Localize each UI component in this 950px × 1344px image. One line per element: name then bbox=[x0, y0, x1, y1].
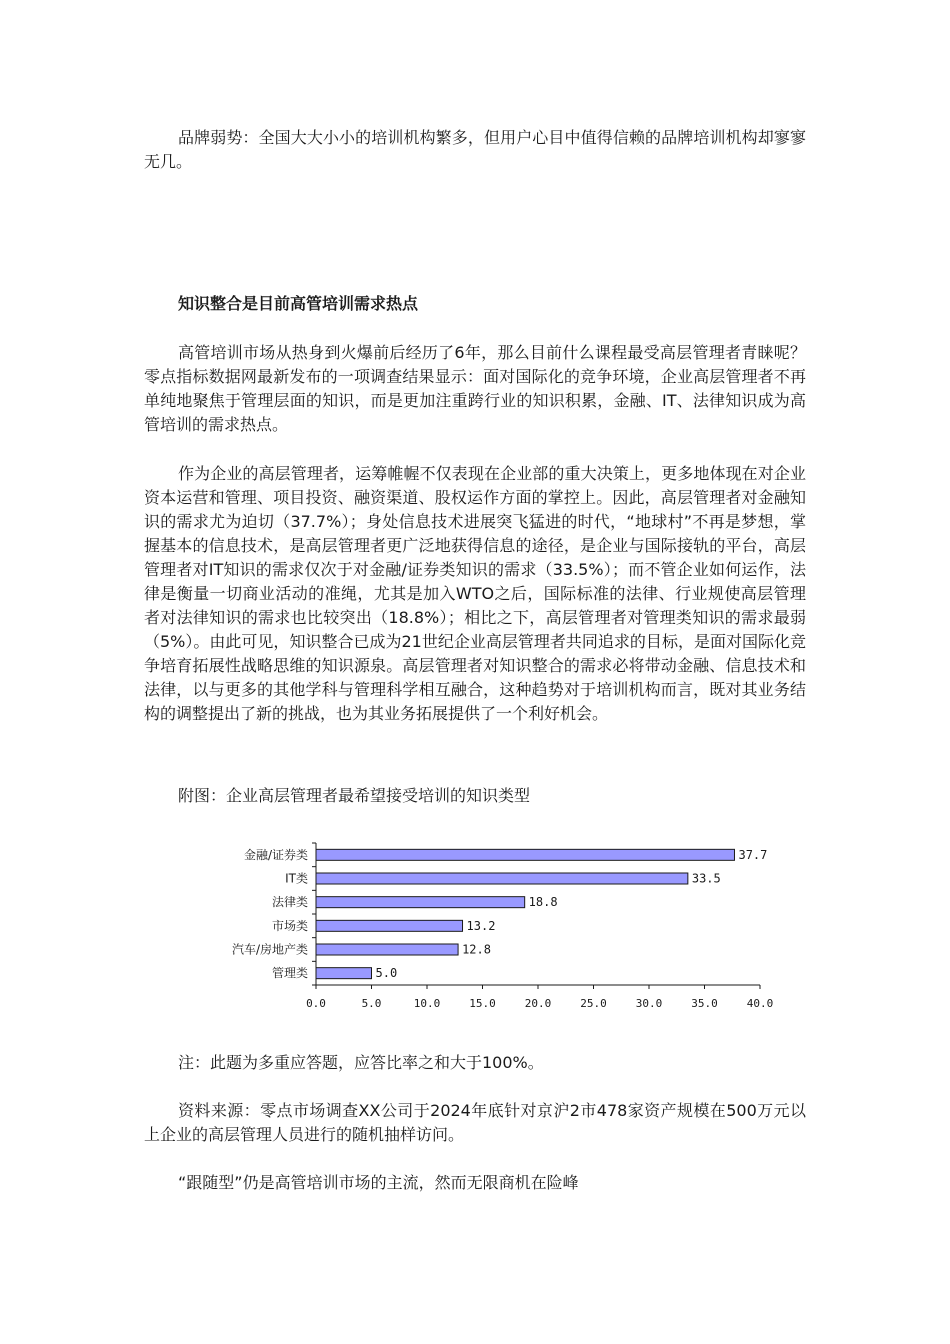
x-tick-label: 25.0 bbox=[580, 997, 607, 1010]
category-label: IT类 bbox=[285, 871, 308, 886]
bar bbox=[316, 968, 372, 979]
category-label: 管理类 bbox=[271, 966, 308, 981]
paragraph-analysis: 作为企业的高层管理者，运筹帷幄不仅表现在企业部的重大决策上，更多地体现在对企业资本运营和管理、项目投资、融资渠道、股权运作方面的掌控上。因此，高层管理者对金融知识的需求尤为迫切（37.7%）；身处信息技术进展突飞猛进的时代，“地球村”不再是梦想，掌握基本的信息技术，是高层管理者更广泛地获得信息的途径，是企业与国际接轨的平台，高层管理者对IT知识的需求仅次于对金融/证券类知识的需求（33.5%）；而不管企业如何运作，法律是衡量一切商业活动的准绳，尤其是加入WTO之后，国际标准的法律、行业规使高层管理者对法律知识的需求也比较突出（18.8%）；相比之下，高层管理者对管理类知识的需求最弱（5%）。由此可见，知识整合已成为21世纪企业高层管理者共同追求的目标，是面对国际化竞争培育拓展性战略思维的知识源泉。高层管理者对知识整合的需求必将带动金融、信息技术和法律，以与更多的其他学科与管理科学相互融合，这种趋势对于培训机构而言，既对其业务结构的调整提出了新的挑战，也为其业务拓展提供了一个利好机会。 bbox=[144, 464, 806, 723]
x-tick-label: 30.0 bbox=[635, 997, 663, 1010]
value-label: 37.7 bbox=[738, 847, 768, 862]
paragraph-brand-weakness: 品牌弱势：全国大大小小的培训机构繁多，但用户心目中值得信赖的品牌培训机构却寥寥无几。 bbox=[144, 128, 806, 171]
bar-chart bbox=[200, 835, 800, 1020]
x-tick-label: 15.0 bbox=[469, 997, 496, 1010]
bar bbox=[316, 944, 458, 955]
value-label: 12.8 bbox=[462, 942, 491, 957]
value-label: 18.8 bbox=[528, 895, 558, 910]
bar-chart-svg bbox=[200, 835, 800, 1020]
value-label: 33.5 bbox=[691, 871, 721, 886]
x-tick-label: 5.0 bbox=[361, 997, 382, 1010]
closing-heading: “跟随型”仍是高管培训市场的主流，然而无限商机在险峰 bbox=[178, 1173, 579, 1192]
figure-caption: 附图：企业高层管理者最希望接受培训的知识类型 bbox=[178, 786, 531, 805]
category-label: 金融/证券类 bbox=[243, 847, 308, 862]
x-tick-label: 10.0 bbox=[413, 997, 441, 1010]
category-label: 法律类 bbox=[271, 895, 308, 910]
paragraph-intro: 高管培训市场从热身到火爆前后经历了6年，那么目前什么课程最受高层管理者青睐呢？零点指标数据网最新发布的一项调查结果显示：面对国际化的竞争环境，企业高层管理者不再单纯地聚焦于管理层面的知识，而是更加注重跨行业的知识积累，金融、IT、法律知识成为高管培训的需求热点。 bbox=[144, 343, 806, 434]
x-tick-label: 20.0 bbox=[524, 997, 552, 1010]
source-note: 资料来源：零点市场调查XX公司于2024年底针对京沪2市478家资产规模在500万元以上企业的高层管理人员进行的随机抽样访问。 bbox=[144, 1101, 806, 1144]
x-tick-label: 35.0 bbox=[691, 997, 718, 1010]
category-label: 市场类 bbox=[271, 918, 308, 933]
bar bbox=[316, 920, 463, 931]
bar bbox=[316, 873, 688, 884]
x-tick-label: 0.0 bbox=[306, 997, 326, 1010]
category-label: 汽车/房地产类 bbox=[231, 942, 308, 957]
bar bbox=[316, 897, 525, 908]
bar bbox=[316, 849, 734, 860]
chart-note: 注：此题为多重应答题，应答比率之和大于100%。 bbox=[178, 1053, 544, 1072]
x-tick-label: 40.0 bbox=[746, 997, 774, 1010]
value-label: 5.0 bbox=[375, 966, 398, 981]
value-label: 13.2 bbox=[466, 918, 496, 933]
section-title: 知识整合是目前高管培训需求热点 bbox=[178, 294, 419, 313]
